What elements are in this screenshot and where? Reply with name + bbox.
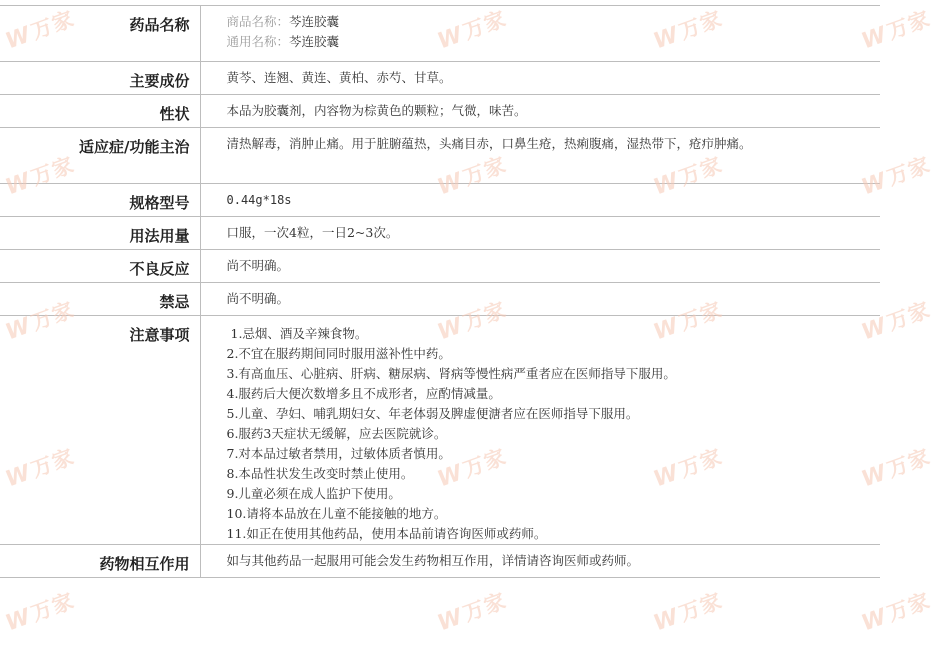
generic-name-line (227, 32, 793, 52)
row-value: 如与其他药品一起服用可能会发生药物相互作用，详情请咨询医师或药师。 (200, 545, 880, 578)
watermark-logo: W万家 (2, 444, 78, 493)
watermark-logo: W万家 (650, 152, 726, 201)
watermark-logo: W万家 (2, 297, 78, 346)
watermark-logo: W万家 (650, 6, 726, 55)
list-item: 7.对本品过敏者禁用，过敏体质者慎用。 (226, 446, 451, 461)
row-label: 性状 (0, 95, 200, 128)
row-label: 规格型号 (0, 184, 200, 217)
watermark-logo: W万家 (858, 588, 934, 637)
drug-spec-table (0, 5, 880, 578)
list-item: 8.本品性状发生改变时禁止使用。 (226, 466, 414, 481)
watermark-logo: W万家 (434, 297, 510, 346)
row-label: 不良反应 (0, 250, 200, 283)
table-row (0, 316, 880, 545)
list-item: 2.不宜在服药期间同时服用滋补性中药。 (226, 346, 451, 361)
watermark-logo: W万家 (858, 152, 934, 201)
row-label: 用法用量 (0, 217, 200, 250)
table-row (0, 62, 880, 95)
watermark-logo: W万家 (2, 588, 78, 637)
watermark-logo: W万家 (434, 588, 510, 637)
list-item: 4.服药后大便次数增多且不成形者，应酌情减量。 (226, 386, 501, 401)
row-value (200, 316, 880, 545)
row-value: 尚不明确。 (200, 250, 880, 283)
table-row (0, 545, 880, 578)
row-value: 口服，一次4粒，一日2~3次。 (200, 217, 880, 250)
watermark-logo: W万家 (434, 152, 510, 201)
watermark-logo: W万家 (858, 297, 934, 346)
table-row (0, 283, 880, 316)
table-row (0, 217, 880, 250)
table-row (0, 95, 880, 128)
row-label: 药品名称 (0, 6, 200, 62)
list-item: 5.儿童、孕妇、哺乳期妇女、年老体弱及脾虚便溏者应在医师指导下服用。 (226, 406, 639, 421)
list-item: 9.儿童必须在成人监护下使用。 (226, 486, 401, 501)
precautions-list (227, 324, 793, 544)
row-label: 注意事项 (0, 316, 200, 545)
list-item: 1.忌烟、酒及辛辣食物。 (230, 326, 368, 341)
watermark-logo: W万家 (2, 152, 78, 201)
list-item: 6.服药3天症状无缓解，应去医院就诊。 (226, 426, 447, 441)
watermark-logo: W万家 (650, 588, 726, 637)
trade-name-line (227, 12, 793, 32)
generic-name-prefix: 通用名称： (226, 34, 290, 49)
table-row (0, 6, 880, 62)
row-label: 禁忌 (0, 283, 200, 316)
row-value: 尚不明确。 (200, 283, 880, 316)
watermark-logo: W万家 (434, 444, 510, 493)
list-item: 3.有高血压、心脏病、肝病、糖尿病、肾病等慢性病严重者应在医师指导下服用。 (226, 366, 676, 381)
row-value: 0.44g*18s (200, 184, 880, 217)
row-label: 主要成份 (0, 62, 200, 95)
row-value (200, 6, 880, 62)
table-row (0, 184, 880, 217)
watermark-logo: W万家 (650, 444, 726, 493)
watermark-logo: W万家 (650, 297, 726, 346)
trade-name: 芩连胶囊 (289, 14, 340, 29)
list-item: 11.如正在使用其他药品，使用本品前请咨询医师或药师。 (226, 526, 547, 541)
watermark-logo: W万家 (858, 444, 934, 493)
row-value: 本品为胶囊剂，内容物为棕黄色的颗粒；气微，味苦。 (200, 95, 880, 128)
row-label: 适应症/功能主治 (0, 128, 200, 184)
generic-name: 芩连胶囊 (289, 34, 340, 49)
row-value: 黄芩、连翘、黄连、黄柏、赤芍、甘草。 (200, 62, 880, 95)
watermark-logo: W万家 (858, 6, 934, 55)
table-row (0, 250, 880, 283)
watermark-logo: W万家 (434, 6, 510, 55)
row-label: 药物相互作用 (0, 545, 200, 578)
trade-name-prefix: 商品名称： (226, 14, 290, 29)
row-value: 清热解毒，消肿止痛。用于脏腑蕴热，头痛目赤，口鼻生疮，热痢腹痛，湿热带下，疮疖肿痛。 (200, 128, 880, 184)
watermark-logo: W万家 (2, 6, 78, 55)
table-row (0, 128, 880, 184)
list-item: 10.请将本品放在儿童不能接触的地方。 (226, 506, 447, 521)
